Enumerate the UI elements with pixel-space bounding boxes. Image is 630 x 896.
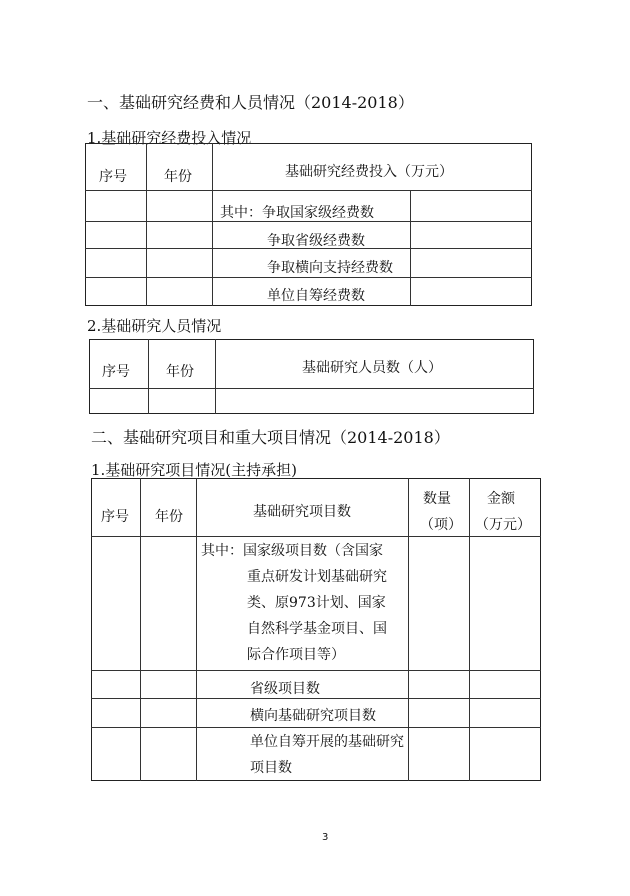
row-horizontal-funding: 争取横向支持经费数	[267, 260, 393, 276]
page-number: 3	[322, 832, 329, 843]
header-year: 年份	[164, 169, 192, 185]
section2-title: 二、基础研究项目和重大项目情况（2014-2018）	[91, 428, 450, 447]
header-count: 数量	[423, 491, 451, 507]
table1-title: 1.基础研究经费投入情况	[87, 129, 252, 147]
header-staff: 基础研究人员数（人）	[302, 360, 442, 376]
header-index: 序号	[102, 364, 130, 380]
row-self-projects: 单位自筹开展的基础研究项目数	[250, 734, 404, 776]
header-funding: 基础研究经费投入（万元）	[285, 164, 453, 180]
row-provincial-projects: 省级项目数	[250, 681, 320, 697]
row-national-funding: 其中：争取国家级经费数	[220, 205, 374, 221]
header-year: 年份	[166, 364, 194, 380]
section1-title: 一、基础研究经费和人员情况（2014-2018）	[87, 93, 414, 112]
header-projects: 基础研究项目数	[253, 504, 351, 520]
header-index: 序号	[99, 169, 127, 185]
row-provincial-funding: 争取省级经费数	[267, 233, 365, 249]
row-horizontal-projects: 横向基础研究项目数	[250, 708, 376, 724]
header-year: 年份	[155, 509, 183, 525]
row-national-projects-text: 其中：国家级项目数（含国家重点研发计划基础研究类、原973计划、国家自然科学基金项目、国际合作项目等）	[201, 543, 387, 663]
table3-title: 1.基础研究项目情况(主持承担)	[91, 461, 298, 479]
table2-title: 2.基础研究人员情况	[87, 317, 222, 335]
header-amount-unit: （万元）	[475, 517, 531, 533]
header-count-unit: （项）	[420, 517, 462, 533]
header-amount: 金额	[487, 491, 515, 507]
row-self-funding: 单位自筹经费数	[267, 288, 365, 304]
row-national-projects	[201, 538, 391, 668]
header-index: 序号	[101, 509, 129, 525]
